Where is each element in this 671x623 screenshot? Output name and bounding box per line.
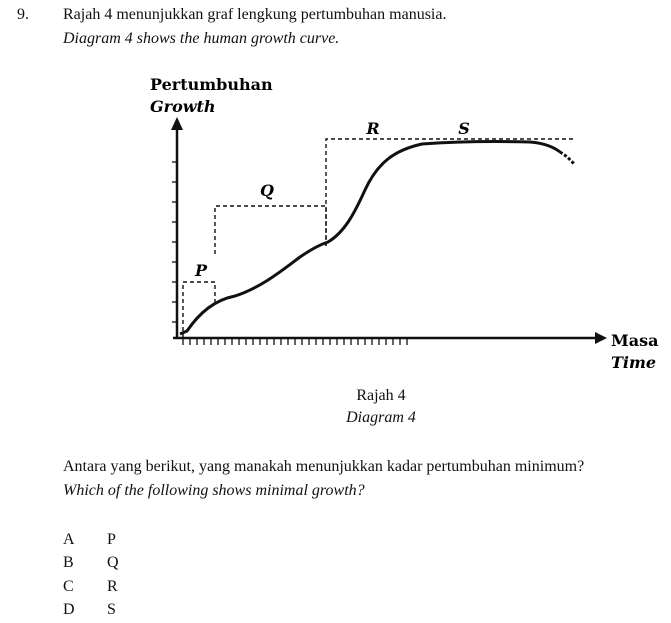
option-d[interactable] xyxy=(63,599,119,623)
option-letter: C xyxy=(63,577,74,595)
option-b[interactable] xyxy=(63,552,119,576)
option-a[interactable] xyxy=(63,528,119,552)
growth-curve-decline xyxy=(560,152,574,164)
question-stem-english: Diagram 4 shows the human growth curve. xyxy=(63,30,340,47)
figure-caption-malay: Rajah 4 xyxy=(356,387,406,404)
question-prompt-english: Which of the following shows minimal growth? xyxy=(63,482,365,499)
x-axis-arrowhead xyxy=(595,332,607,344)
option-c[interactable] xyxy=(63,575,119,599)
y-axis-label-malay: Pertumbuhan xyxy=(150,75,273,94)
answer-options xyxy=(63,528,119,622)
option-text: S xyxy=(107,601,116,619)
question-number: 9. xyxy=(17,6,29,23)
option-letter: A xyxy=(63,530,75,548)
option-text: P xyxy=(107,530,116,548)
region-label-q: Q xyxy=(260,181,274,200)
option-letter: B xyxy=(63,554,74,572)
option-text: Q xyxy=(107,554,119,572)
region-label-p: P xyxy=(194,261,208,280)
figure-caption-english: Diagram 4 xyxy=(346,409,416,426)
option-letter: D xyxy=(63,601,75,619)
axis-ticks xyxy=(172,162,407,345)
region-label-r: R xyxy=(366,119,380,138)
question-prompt-malay: Antara yang berikut, yang manakah menunjukkan kadar pertumbuhan minimum? xyxy=(63,458,585,475)
region-q-bracket xyxy=(215,206,326,254)
region-label-s: S xyxy=(458,119,470,138)
growth-curve xyxy=(180,142,560,334)
question-stem-malay: Rajah 4 menunjukkan graf lengkung pertumbuhan manusia. xyxy=(63,6,447,23)
y-axis-label-english: Growth xyxy=(150,97,216,116)
x-axis-label-english: Time xyxy=(611,353,657,372)
y-axis-arrowhead xyxy=(171,117,183,130)
growth-curve-diagram xyxy=(140,72,660,382)
x-axis-label-malay: Masa xyxy=(611,331,659,350)
option-text: R xyxy=(107,577,118,595)
